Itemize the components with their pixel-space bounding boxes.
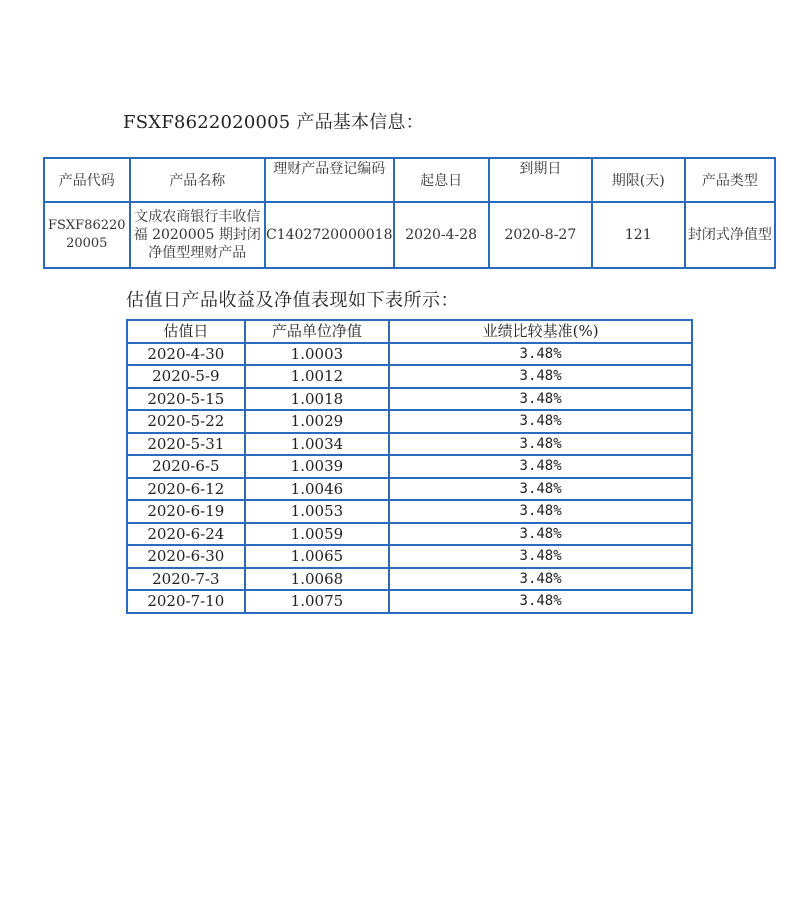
unit-nav: 1.0065 xyxy=(245,545,390,568)
product-info-heading: FSXF8622020005 产品基本信息： xyxy=(123,112,424,133)
unit-nav: 1.0039 xyxy=(245,455,390,478)
valuation-date: 2020-7-3 xyxy=(127,568,245,591)
table-row xyxy=(127,523,692,546)
table-row xyxy=(127,500,692,523)
table-row xyxy=(127,343,692,366)
table-row xyxy=(127,433,692,456)
header-product-code: 产品代码 xyxy=(44,158,130,202)
header-term: 期限(天) xyxy=(592,158,685,202)
benchmark-rate: 3.48% xyxy=(389,343,692,366)
table-row xyxy=(127,410,692,433)
header-benchmark: 业绩比较基准(%) xyxy=(389,320,692,343)
term-days: 121 xyxy=(592,202,685,268)
product-code: FSXF8622020005 xyxy=(44,202,130,268)
benchmark-rate: 3.48% xyxy=(389,365,692,388)
header-start-date: 起息日 xyxy=(394,158,489,202)
valuation-date: 2020-5-22 xyxy=(127,410,245,433)
product-type: 封闭式净值型 xyxy=(685,202,775,268)
unit-nav: 1.0068 xyxy=(245,568,390,591)
table-row xyxy=(127,545,692,568)
header-unit-nav: 产品单位净值 xyxy=(245,320,390,343)
benchmark-rate: 3.48% xyxy=(389,545,692,568)
product-info-row xyxy=(44,202,775,268)
valuation-date: 2020-6-5 xyxy=(127,455,245,478)
unit-nav: 1.0029 xyxy=(245,410,390,433)
header-product-name: 产品名称 xyxy=(130,158,265,202)
header-product-type: 产品类型 xyxy=(685,158,775,202)
benchmark-rate: 3.48% xyxy=(389,455,692,478)
valuation-date: 2020-5-9 xyxy=(127,365,245,388)
valuation-date: 2020-6-30 xyxy=(127,545,245,568)
valuation-date: 2020-4-30 xyxy=(127,343,245,366)
start-date: 2020-4-28 xyxy=(394,202,489,268)
product-name: 文成农商银行丰收信福 2020005 期封闭净值型理财产品 xyxy=(130,202,265,268)
valuation-date: 2020-6-24 xyxy=(127,523,245,546)
benchmark-rate: 3.48% xyxy=(389,568,692,591)
table-row xyxy=(127,365,692,388)
benchmark-rate: 3.48% xyxy=(389,523,692,546)
unit-nav: 1.0059 xyxy=(245,523,390,546)
nav-heading: 估值日产品收益及净值表现如下表所示： xyxy=(126,290,459,311)
unit-nav: 1.0003 xyxy=(245,343,390,366)
valuation-date: 2020-6-19 xyxy=(127,500,245,523)
unit-nav: 1.0053 xyxy=(245,500,390,523)
unit-nav: 1.0075 xyxy=(245,590,390,613)
table-row xyxy=(127,388,692,411)
valuation-date: 2020-5-31 xyxy=(127,433,245,456)
benchmark-rate: 3.48% xyxy=(389,478,692,501)
unit-nav: 1.0046 xyxy=(245,478,390,501)
table-row xyxy=(127,568,692,591)
valuation-date: 2020-5-15 xyxy=(127,388,245,411)
header-registration-code: 理财产品登记编码 xyxy=(265,158,394,202)
benchmark-rate: 3.48% xyxy=(389,410,692,433)
valuation-date: 2020-6-12 xyxy=(127,478,245,501)
benchmark-rate: 3.48% xyxy=(389,590,692,613)
product-info-table xyxy=(43,157,776,269)
header-valuation-date: 估值日 xyxy=(127,320,245,343)
benchmark-rate: 3.48% xyxy=(389,388,692,411)
registration-code: C1402720000018 xyxy=(265,202,394,268)
unit-nav: 1.0012 xyxy=(245,365,390,388)
header-end-date: 到期日 xyxy=(489,158,592,202)
table-row xyxy=(127,590,692,613)
product-info-header-row xyxy=(44,158,775,202)
table-row xyxy=(127,478,692,501)
nav-table xyxy=(126,319,693,614)
table-row xyxy=(127,455,692,478)
nav-table-body xyxy=(127,343,692,613)
unit-nav: 1.0018 xyxy=(245,388,390,411)
benchmark-rate: 3.48% xyxy=(389,433,692,456)
end-date: 2020-8-27 xyxy=(489,202,592,268)
nav-header-row xyxy=(127,320,692,343)
benchmark-rate: 3.48% xyxy=(389,500,692,523)
unit-nav: 1.0034 xyxy=(245,433,390,456)
valuation-date: 2020-7-10 xyxy=(127,590,245,613)
